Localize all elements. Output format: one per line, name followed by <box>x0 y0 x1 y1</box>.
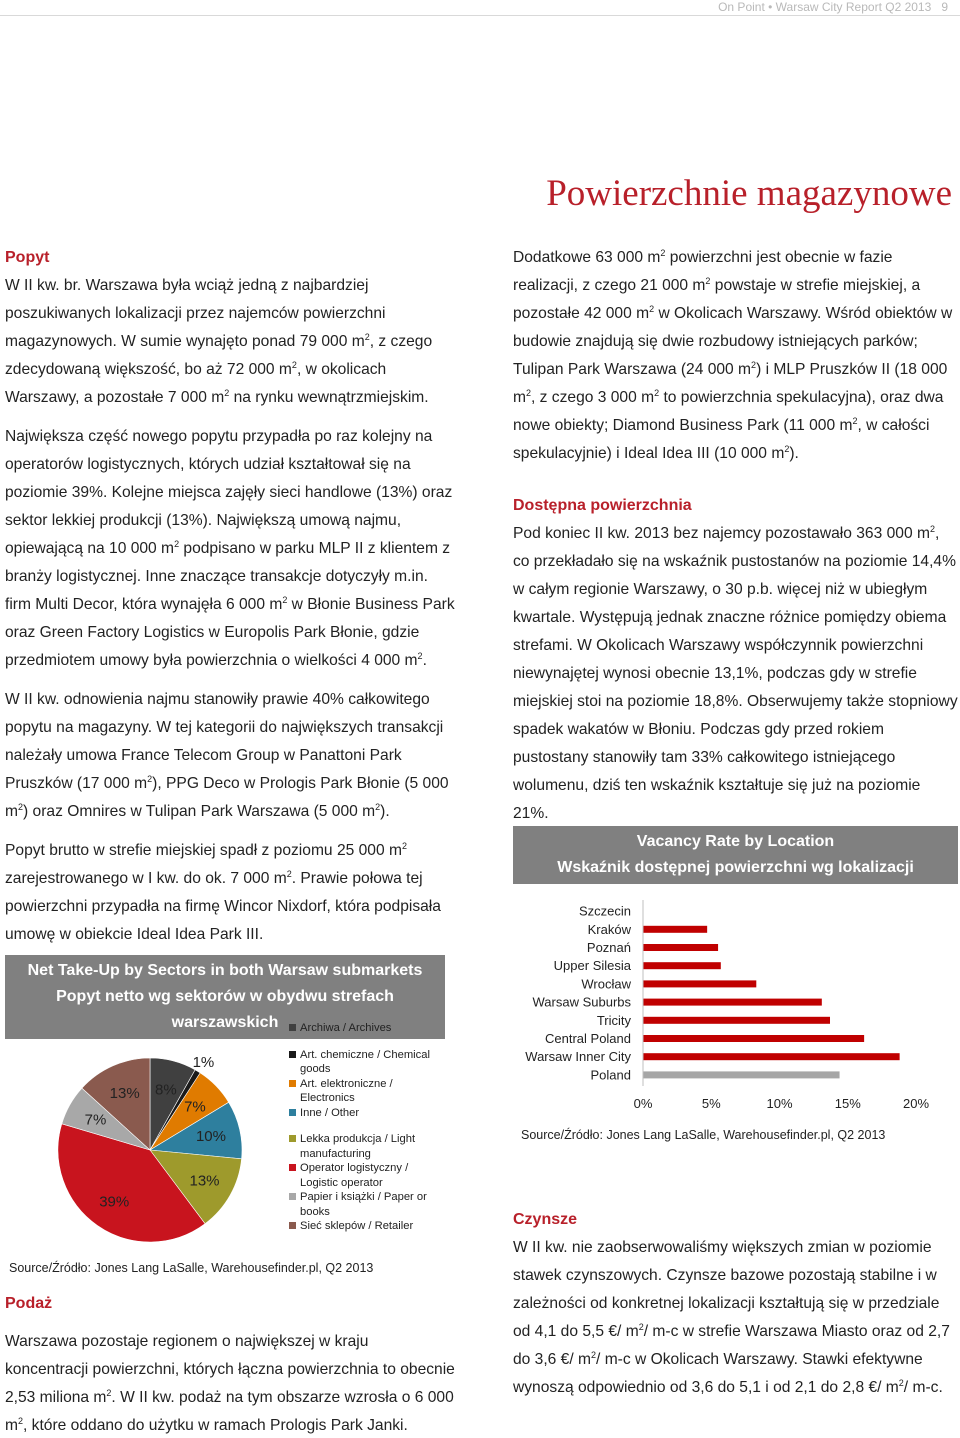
legend-label: Inne / Other <box>300 1106 360 1119</box>
paragraph: W II kw. nie zaobserwowaliśmy większych zmian w poziomie stawek czynszowych. Czynsze bazowe pozostają stabilne i w zależności od konkretnej lokalizacji kształtują się w przedziale od 4,1 do 5,5 €/ $m^2/$ m-c w strefie Warszawa Miasto oraz od 2,7 do 3,6 €/ $m^2/$ m-c w Okolicach Warszawy. Stawki efektywne wynoszą odpowiednio od 3,6 do 5,1 i od 2,1 do 2,8 €/ $m^2/$ m-c. <box>513 1239 950 1396</box>
paragraph: Dodatkowe 63 000 $m^2$ powierzchni jest obecnie w fazie realizacji, z czego 21 000 $m^2$ powstaje w strefie miejskiej, a pozostałe 42 000 $m^2$ w Okolicach Warszawy. Wśród obiektów w budowie znajdują się dwie rozbudowy istniejących parków; Tulipan Park Warszawa (24 000 $m^2$) i MLP Pruszków II (18 000 $m^2$, z czego 3 000 $m^2$ to powierzchnia spekulacyjna), oraz dwa nowe obiekty; Diamond Business Park (11 000 $m^2$, w całości spekulacyjnie) i Ideal Idea III (10 000 $m^2$). <box>513 247 953 462</box>
legend-item <box>289 1161 439 1190</box>
pie-slice-label: 7% <box>184 1098 206 1116</box>
page-title: Powierzchnie magazynowe <box>546 173 952 214</box>
pie-slice-label: 13% <box>109 1084 140 1102</box>
legend-swatch <box>289 1222 296 1229</box>
heading-czynsze: Czynsze <box>513 1211 578 1228</box>
bar-tick-label: 15% <box>834 1096 861 1111</box>
legend-item <box>289 1132 439 1161</box>
left-column <box>5 244 455 960</box>
header-rule <box>0 15 960 16</box>
legend-swatch <box>289 1164 296 1171</box>
bar-category-label: Central Poland <box>545 1031 631 1046</box>
bar <box>643 926 707 933</box>
bar <box>643 980 756 987</box>
heading-dostepna: Dostępna powierzchnia <box>513 497 692 514</box>
bar-tick-label: 5% <box>701 1096 721 1111</box>
bar <box>643 1035 864 1042</box>
chart-title: Net Take-Up by Sectors in both Warsaw submarkets <box>27 962 423 979</box>
legend-item <box>289 1219 439 1234</box>
paragraph: Warszawa pozostaje regionem o największej w kraju koncentracji powierzchni, których łączna powierzchnia to obecnie 2,53 miliona $m^2$. W II kw. podaż na tym obszarze wzrosła o 6 000 $m^2$, które oddano do użytku w ramach Prologis Park Janki. <box>5 1333 455 1434</box>
chart-title: Vacancy Rate by Location <box>636 833 835 850</box>
bar-category-label: Warsaw Suburbs <box>532 994 631 1010</box>
bar <box>643 1071 840 1078</box>
heading-popyt: Popyt <box>5 249 50 266</box>
bar-chart-header <box>513 826 958 884</box>
paragraph: Największa część nowego popytu przypadła po raz kolejny na operatorów logistycznych, których udział kształtował się na poziomie 39%. Kolejne miejsca zajęły sieci handlowe (13%) oraz sektor lekkiej produkcji (13%). Największą umową najmu, opiewającą na 10 000 $m^2$ podpisano w parku MLP II z klientem z branży logistycznej. Inne znaczące transakcje dotyczyły m.in. firm Multi Decor, która wynajęła 6 000 $m^2$ w Błonie Business Park oraz Green Factory Logistics w Europolis Park Błonie, gdzie przedmiotem umowy była powierzchnia o wielkości 4 000 $m^2$. <box>5 428 455 669</box>
legend-label: Papier i książki / Paper or books <box>300 1191 427 1218</box>
pie-source: Source/Źródło: Jones Lang LaSalle, Warehousefinder.pl, Q2 2013 <box>9 1261 374 1275</box>
legend-label: Archiwa / Archives <box>300 1022 392 1034</box>
pie-slice-label: 1% <box>192 1053 215 1071</box>
bar <box>643 999 822 1006</box>
right-column-bottom <box>513 1206 958 1402</box>
bar-chart-panel <box>513 826 958 1146</box>
legend-swatch <box>289 1051 296 1058</box>
paragraph: W II kw. br. Warszawa była wciąż jedną z najbardziej poszukiwanych lokalizacji przez najemców powierzchni magazynowych. W sumie wynajęto ponad 79 000 $m^2$, z czego zdecydowaną większość, bo aż 72 000 $m^2$, w okolicach Warszawy, a pozostałe 7 000 $m^2$ na rynku wewnątrzmiejskim. <box>5 277 433 406</box>
bar-chart <box>513 890 958 1130</box>
paragraph: Popyt brutto w strefie miejskiej spadł z poziomu 25 000 $m^2$ zarejestrowanego w I kw. do ok. 7 000 $m^2$. Prawie połowa tej powierzchni przypadła na firmę Wincor Nixdorf, która podpisała umowę w obiekcie Ideal Idea Park III. <box>5 840 441 943</box>
legend-item <box>289 1190 439 1219</box>
paragraph: W II kw. odnowienia najmu stanowiły prawie 40% całkowitego popytu na magazyny. W tej kategorii do największych transakcji należały umowa France Telecom Group w Panattoni Park Pruszków (17 000 $m^2$), PPG Deco w Prologis Park Błonie (5 000 $m^2$) oraz Omnires w Tulipan Park Warszawa (5 000 $m^2$). <box>5 691 449 820</box>
bar-category-label: Wrocław <box>581 976 631 992</box>
legend-label: Art. elektroniczne / Electronics <box>300 1077 393 1104</box>
heading-podaz: Podaż <box>5 1295 53 1312</box>
bar <box>643 1017 830 1024</box>
running-head <box>718 0 948 14</box>
bar-category-label: Poznań <box>586 940 631 955</box>
page-number: 9 <box>941 0 948 14</box>
bar-category-label: Kraków <box>587 921 631 937</box>
bar <box>643 962 721 969</box>
bar-category-label: Tricity <box>596 1012 631 1028</box>
bar <box>643 1053 900 1060</box>
bar-category-label: Poland <box>590 1067 631 1083</box>
bar-tick-label: 20% <box>902 1096 930 1111</box>
legend-swatch <box>289 1080 296 1087</box>
pie-chart <box>5 1017 295 1267</box>
running-head-text: On Point • Warsaw City Report Q2 2013 <box>718 0 932 14</box>
bar-category-label: Warsaw Inner City <box>525 1049 631 1065</box>
bar-category-label: Upper Silesia <box>553 958 631 974</box>
bar-tick-label: 0% <box>633 1096 653 1111</box>
legend-item <box>289 1077 439 1106</box>
legend-label: Art. chemiczne / Chemical goods <box>300 1048 430 1075</box>
legend-label: Sieć sklepów / Retailer <box>300 1220 414 1232</box>
legend-label: Lekka produkcja / Light manufacturing <box>300 1133 416 1160</box>
pie-slice-label: 39% <box>99 1193 130 1211</box>
legend-label: Operator logistyczny / Logistic operator <box>300 1162 409 1189</box>
right-column <box>513 244 958 839</box>
legend-item <box>289 1106 439 1121</box>
paragraph: Pod koniec II kw. 2013 bez najemcy pozostawało 363 000 $m^2$, co przekładało się na wskaźnik pustostanów na poziomie 14,4% w całym regionie Warszawy, o 30 p.b. więcej niż w ubiegłym kwartale. Występują jednak znaczne różnice pomiędzy obiema strefami. W Okolicach Warszawy współczynnik powierzchni niewynajętej wynosi obecnie 13,1%, podczas gdy w strefie miejskiej stoi na poziomie 18,8%. Obserwujemy także stopniowy spadek wakatów w Błoniu. Podczas gdy przed rokiem pustostany stanowiły tam 33% całkowitego istniejącego wolumenu, dziś ten wskaźnik kształtuje się już na poziomie 21%. <box>513 523 958 822</box>
chart-subtitle: Popyt netto wg sektorów w obydwu strefach warszawskich <box>56 988 394 1031</box>
pie-slice-label: 8% <box>155 1081 177 1099</box>
bar <box>643 944 718 951</box>
legend-item <box>289 1021 439 1036</box>
bar-tick-label: 10% <box>766 1096 793 1111</box>
bar-source: Source/Źródło: Jones Lang LaSalle, Warehousefinder.pl, Q2 2013 <box>521 1128 886 1142</box>
pie-slice-label: 13% <box>189 1172 220 1190</box>
legend-item <box>289 1048 439 1077</box>
legend-swatch <box>289 1109 296 1116</box>
bar-category-label: Szczecin <box>578 903 631 919</box>
legend-swatch <box>289 1024 296 1031</box>
legend-swatch <box>289 1193 296 1200</box>
pie-slice-label: 10% <box>195 1128 227 1146</box>
pie-chart-panel <box>5 955 445 1285</box>
chart-subtitle: Wskaźnik dostępnej powierzchni wg lokalizacji <box>557 859 914 876</box>
pie-slice-label: 7% <box>84 1111 107 1129</box>
pie-legend <box>289 1021 439 1234</box>
legend-swatch <box>289 1135 296 1142</box>
left-column-bottom <box>5 1290 455 1438</box>
